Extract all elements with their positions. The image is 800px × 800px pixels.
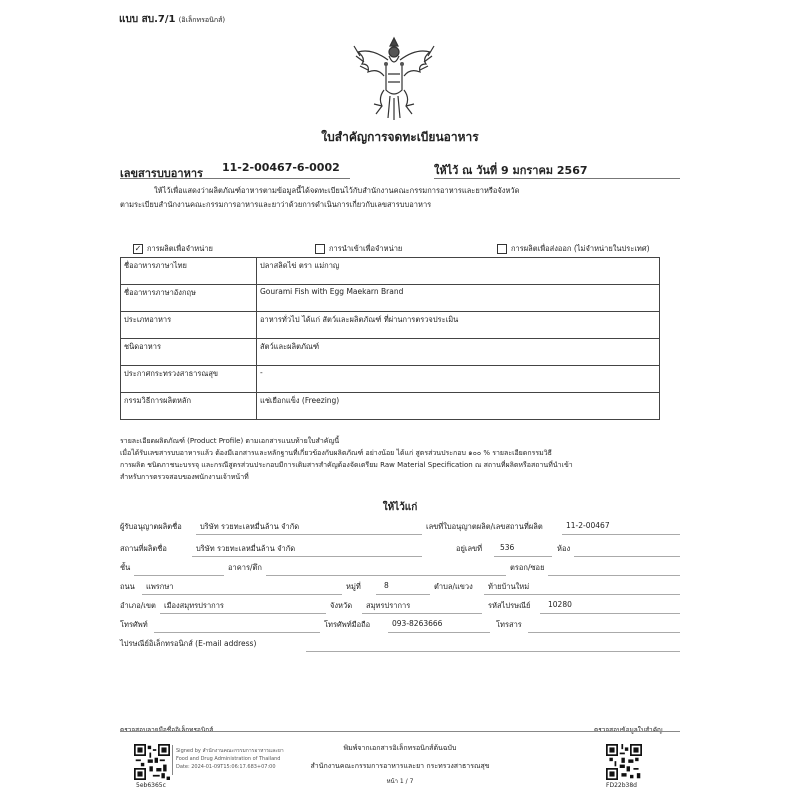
document-title: ใบสำคัญการจดทะเบียนอาหาร xyxy=(321,130,479,144)
checkbox-export-only[interactable] xyxy=(497,243,650,255)
checkbox-import-for-sale[interactable] xyxy=(315,243,402,255)
footer-left-label: ตรวจสอบลายมือชื่ออิเล็กทรอนิกส์ xyxy=(120,726,214,734)
mobile-label: โทรศัพท์มือถือ xyxy=(324,620,371,629)
row-value: - xyxy=(257,366,660,393)
row-value: สัตว์และผลิตภัณฑ์ xyxy=(257,339,660,366)
form-code xyxy=(119,12,225,27)
site-value: บริษัท รวยทะเลหมื่นล้าน จำกัด xyxy=(196,544,296,553)
postcode-label: รหัสไปรษณีย์ xyxy=(488,601,531,610)
room-label: ห้อง xyxy=(557,544,571,553)
note-line: การผลิต ชนิดภาชนะบรรจุ และกรณีสูตรส่วนประกอบมีการเติมสารสำคัญต้องจัดเตรียม Raw Material Specification ณ สถานที่ผลิตหรือสถานที่นำเข้า xyxy=(120,461,573,469)
license-no-value: 11-2-00467 xyxy=(566,521,610,530)
table-row xyxy=(121,258,660,285)
field-line xyxy=(548,574,680,576)
field-line xyxy=(306,650,680,652)
qr-code-left-icon[interactable] xyxy=(134,744,170,780)
row-key: ชนิดอาหาร xyxy=(121,339,257,366)
table-row xyxy=(121,312,660,339)
issue-date: ให้ไว้ ณ วันที่ 9 มกราคม 2567 xyxy=(434,164,588,177)
field-line xyxy=(388,631,490,633)
reg-number: 11-2-00467-6-0002 xyxy=(222,161,340,174)
fax-label: โทรสาร xyxy=(496,620,522,629)
subdistrict-value: ท้ายบ้านใหม่ xyxy=(488,582,530,591)
field-line xyxy=(574,555,680,557)
garuda-emblem-icon xyxy=(352,34,436,120)
qr-left-code: 5eb6365c xyxy=(136,782,166,789)
note-line: รายละเอียดผลิตภัณฑ์ (Product Profile) ตามเอกสารแนบท้ายใบสำคัญนี้ xyxy=(120,437,340,445)
checkbox-produce-for-sale[interactable] xyxy=(133,243,213,255)
road-value: แพรกษา xyxy=(146,582,174,591)
footer-right-label: ตรวจสอบข้อมูลใบสำคัญ xyxy=(594,726,663,734)
moo-value: 8 xyxy=(384,581,389,590)
signed-line: Food and Drug Administration of Thailand xyxy=(176,756,281,762)
reg-label: เลขสารบบอาหาร xyxy=(120,167,203,180)
table-row xyxy=(121,393,660,420)
print-info xyxy=(300,741,500,789)
checkbox-label: การผลิตเพื่อจำหน่าย xyxy=(147,244,213,253)
issued-to-heading: ให้ไว้แก่ xyxy=(382,502,418,513)
product-note xyxy=(120,435,685,483)
road-label: ถนน xyxy=(120,582,135,591)
field-line xyxy=(484,593,680,595)
field-line xyxy=(266,574,506,576)
agency-line: สำนักงานคณะกรรมการอาหารและยา กระทรวงสาธารณสุข xyxy=(310,762,490,770)
checkbox-box[interactable] xyxy=(497,244,507,254)
checkbox-box[interactable]: ✓ xyxy=(134,244,142,253)
row-value: ปลาสลิดไข่ ตรา แม่กาญ xyxy=(257,258,660,285)
field-line xyxy=(160,612,326,614)
site-label: สถานที่ผลิตชื่อ xyxy=(120,544,167,553)
printed-line: พิมพ์จากเอกสารอิเล็กทรอนิกส์ต้นฉบับ xyxy=(343,744,457,752)
form-code-note: (อิเล็กทรอนิกส์) xyxy=(178,16,226,24)
row-value: Gourami Fish with Egg Maekarn Brand xyxy=(257,285,660,312)
field-line xyxy=(192,555,422,557)
province-label: จังหวัด xyxy=(330,601,353,610)
food-info-table xyxy=(120,257,660,420)
mobile-value: 093-8263666 xyxy=(392,619,443,628)
note-line: เมื่อได้รับเลขสารบบอาหารแล้ว ต้องมีเอกสารและหลักฐานที่เกี่ยวข้องกับผลิตภัณฑ์ อย่างน้อย ได้แก่ สูตรส่วนประกอบ ๑๐๐ % รายละเอียดกรรมวิธี xyxy=(120,449,552,457)
row-key: ประกาศกระทรวงสาธารณสุข xyxy=(121,366,257,393)
field-line xyxy=(142,593,342,595)
district-label: อำเภอ/เขต xyxy=(120,601,156,610)
license-no-label: เลขที่ใบอนุญาตผลิต/เลขสถานที่ผลิต xyxy=(426,522,543,531)
row-key: กรรมวิธีการผลิตหลัก xyxy=(121,393,257,420)
checkbox-label: การผลิตเพื่อส่งออก (ไม่จำหน่ายในประเทศ) xyxy=(511,244,650,253)
checkbox-label: การนำเข้าเพื่อจำหน่าย xyxy=(329,244,403,253)
row-value: อาหารทั่วไป ได้แก่ สัตว์และผลิตภัณฑ์ ที่ผ่านการตรวจประเมิน xyxy=(257,312,660,339)
licensee-value: บริษัท รวยทะเลหมื่นล้าน จำกัด xyxy=(200,522,300,531)
phone-label: โทรศัพท์ xyxy=(120,620,148,629)
moo-label: หมู่ที่ xyxy=(346,582,361,591)
row-key: ประเภทอาหาร xyxy=(121,312,257,339)
building-label: อาคาร/ตึก xyxy=(228,563,262,572)
email-label: ไปรษณีย์อิเล็กทรอนิกส์ (E-mail address) xyxy=(120,639,257,648)
field-line xyxy=(154,631,320,633)
signed-line: Signed by สำนักงานคณะกรรมการอาหารและยา xyxy=(176,748,284,754)
field-line xyxy=(528,631,680,633)
reg-underline xyxy=(120,178,350,179)
row-key: ชื่ออาหารภาษาอังกฤษ xyxy=(121,285,257,312)
address-no-value: 536 xyxy=(500,543,515,552)
intro-line-1: ให้ไว้เพื่อแสดงว่าผลิตภัณฑ์อาหารตามข้อมูลนี้ได้จดทะเบียนไว้กับสำนักงานคณะกรรมการอาหารและยาหรือจังหวัด xyxy=(154,186,520,195)
intro-paragraph xyxy=(120,184,680,212)
address-no-label: อยู่เลขที่ xyxy=(456,544,483,553)
field-line xyxy=(540,612,680,614)
row-key: ชื่ออาหารภาษาไทย xyxy=(121,258,257,285)
checkbox-box[interactable] xyxy=(315,244,325,254)
licensee-label: ผู้รับอนุญาตผลิตชื่อ xyxy=(120,522,182,531)
subdistrict-label: ตำบล/แขวง xyxy=(434,582,473,591)
field-line xyxy=(494,555,552,557)
qr-right-code: FD22b38d xyxy=(606,782,637,789)
row-value: แช่เยือกแข็ง (Freezing) xyxy=(257,393,660,420)
form-code-text: แบบ สบ.7/1 xyxy=(119,14,176,25)
district-value: เมืองสมุทรปราการ xyxy=(164,601,224,610)
note-line: สำหรับการตรวจสอบของพนักงานเจ้าหน้าที่ xyxy=(120,473,249,481)
field-line xyxy=(376,593,430,595)
page-number: หน้า 1 / 7 xyxy=(386,778,414,785)
footer-divider xyxy=(120,731,680,732)
province-value: สมุทรปราการ xyxy=(366,601,411,610)
table-row xyxy=(121,285,660,312)
postcode-value: 10280 xyxy=(548,600,572,609)
field-line xyxy=(134,574,224,576)
floor-label: ชั้น xyxy=(120,563,131,572)
issue-underline xyxy=(434,178,680,179)
field-line xyxy=(562,533,680,535)
table-row xyxy=(121,366,660,393)
signature-block xyxy=(176,747,284,771)
signed-line: Date: 2024-01-09T15:06:17.683+07:00 xyxy=(176,764,276,770)
field-line xyxy=(362,612,482,614)
signed-divider xyxy=(172,745,174,775)
intro-line-2: ตามระเบียบสำนักงานคณะกรรมการอาหารและยาว่าด้วยการดำเนินการเกี่ยวกับเลขสารบบอาหาร xyxy=(120,200,432,209)
field-line xyxy=(196,533,422,535)
qr-code-right-icon[interactable] xyxy=(606,744,642,780)
alley-label: ตรอก/ซอย xyxy=(510,563,545,572)
table-row xyxy=(121,339,660,366)
